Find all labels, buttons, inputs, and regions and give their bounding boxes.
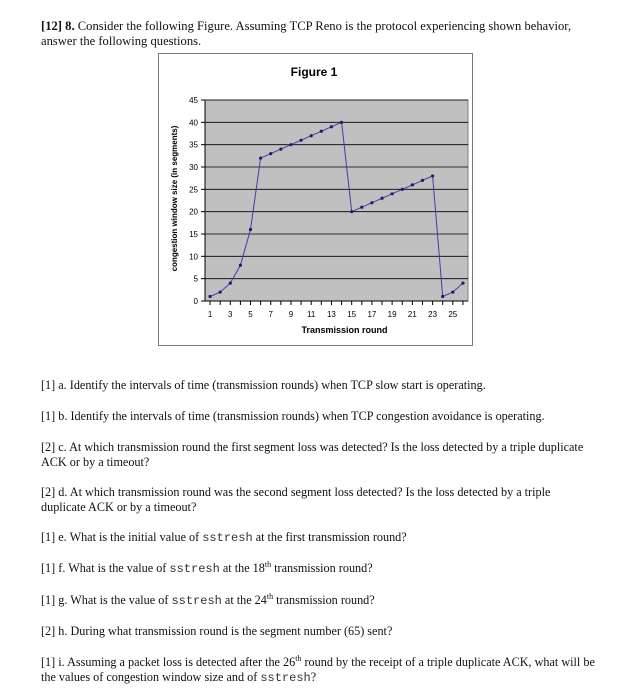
data-point-7 xyxy=(269,152,272,155)
data-point-22 xyxy=(421,179,424,182)
x-axis-label: Transmission round xyxy=(301,325,388,335)
x-tick-label-25: 25 xyxy=(448,310,458,319)
question-i xyxy=(41,655,596,686)
question-text: Consider the following Figure. Assuming TCP Reno is the protocol experiencing shown behavior, answer the following questions. xyxy=(41,19,572,48)
data-point-11 xyxy=(310,134,313,137)
x-tick-label-21: 21 xyxy=(407,310,417,319)
question-f-points: [1] xyxy=(41,561,56,575)
tcp-cwnd-chart xyxy=(159,54,472,345)
x-tick-label-13: 13 xyxy=(326,310,336,319)
question-g-letter: g. xyxy=(58,593,68,607)
x-tick-label-7: 7 xyxy=(268,310,273,319)
question-h-letter: h. xyxy=(58,624,68,638)
data-point-17 xyxy=(370,201,373,204)
question-h-text: During what transmission round is the segment number (65) sent? xyxy=(70,624,393,638)
data-point-21 xyxy=(411,183,414,186)
y-tick-label-40: 40 xyxy=(189,118,198,128)
question-b xyxy=(41,409,596,424)
data-point-18 xyxy=(380,197,383,200)
data-point-12 xyxy=(320,130,323,133)
data-point-25 xyxy=(451,290,454,293)
x-tick-label-23: 23 xyxy=(428,310,438,319)
data-point-2 xyxy=(219,290,222,293)
data-point-15 xyxy=(350,210,353,213)
data-point-9 xyxy=(289,143,292,146)
y-tick-label-15: 15 xyxy=(189,230,198,239)
chart-title: Figure 1 xyxy=(290,65,338,79)
question-g xyxy=(41,593,596,609)
x-tick-label-11: 11 xyxy=(307,310,316,319)
data-point-3 xyxy=(229,282,232,285)
question-e-points: [1] xyxy=(41,530,56,544)
data-point-5 xyxy=(249,228,252,231)
data-point-13 xyxy=(330,125,333,128)
y-tick-label-35: 35 xyxy=(189,140,198,150)
question-c-letter: c. xyxy=(58,440,67,454)
question-points: [12] xyxy=(41,19,62,33)
question-a-points: [1] xyxy=(41,378,56,392)
question-f-letter: f. xyxy=(58,561,66,575)
question-g-text-post-b: transmission round? xyxy=(276,593,375,607)
question-f-sup: th xyxy=(264,559,272,569)
data-point-23 xyxy=(431,174,434,177)
question-a-text: Identify the intervals of time (transmission rounds) when TCP slow start is operating. xyxy=(69,378,486,392)
question-i-code: sstresh xyxy=(260,671,311,685)
question-f-text-pre: What is the value of xyxy=(68,561,167,575)
data-point-26 xyxy=(461,282,464,285)
y-tick-label-30: 30 xyxy=(189,163,198,172)
y-tick-label-45: 45 xyxy=(189,96,198,105)
y-axis-label: congestion window size (in segments) xyxy=(170,125,179,272)
question-b-text: Identify the intervals of time (transmission rounds) when TCP congestion avoidance is operating. xyxy=(70,409,545,423)
question-c xyxy=(41,440,596,470)
data-point-1 xyxy=(208,295,211,298)
question-h-points: [2] xyxy=(41,624,56,638)
question-g-points: [1] xyxy=(41,593,56,607)
question-e-text-pre: What is the initial value of xyxy=(69,530,200,544)
question-h xyxy=(41,624,596,639)
question-c-text: At which transmission round the first segment loss was detected? Is the loss detected by a triple duplicate ACK or by a timeout? xyxy=(41,440,584,469)
question-a-letter: a. xyxy=(58,378,67,392)
y-tick-label-25: 25 xyxy=(189,185,198,195)
question-i-sup: th xyxy=(295,653,302,663)
question-i-letter: i. xyxy=(58,655,65,669)
data-point-16 xyxy=(360,206,363,209)
figure-1 xyxy=(158,53,473,346)
data-point-10 xyxy=(299,139,302,142)
question-i-text-pre-b: round by the receipt of a triple duplicate ACK, what will be the values of congestion window size and of xyxy=(41,655,595,684)
question-g-text-post-a: at the 24 xyxy=(224,593,267,607)
x-tick-label-1: 1 xyxy=(207,310,213,319)
question-e-text-post: at the first transmission round? xyxy=(255,530,407,544)
question-i-text-pre-a: Assuming a packet loss is detected after the 26 xyxy=(67,655,296,669)
y-tick-label-5: 5 xyxy=(193,274,198,284)
data-point-20 xyxy=(401,188,404,191)
question-f-code: sstresh xyxy=(169,562,220,576)
question-d xyxy=(41,485,596,515)
question-g-text-pre: What is the value of xyxy=(70,593,169,607)
plot-area xyxy=(205,100,468,301)
x-tick-label-9: 9 xyxy=(288,310,294,319)
data-point-6 xyxy=(259,156,262,159)
question-d-points: [2] xyxy=(41,485,56,499)
question-f xyxy=(41,561,596,577)
question-number: 8. xyxy=(65,19,75,33)
question-f-text-post-a: at the 18 xyxy=(222,561,265,575)
question-b-points: [1] xyxy=(41,409,56,423)
question-a xyxy=(41,378,596,393)
data-point-4 xyxy=(239,264,242,267)
question-intro xyxy=(41,19,601,49)
question-b-letter: b. xyxy=(58,409,68,423)
question-e xyxy=(41,530,596,546)
data-point-19 xyxy=(391,192,394,195)
x-tick-label-19: 19 xyxy=(387,310,397,319)
question-d-letter: d. xyxy=(58,485,68,499)
question-i-text-post: ? xyxy=(310,670,317,684)
y-tick-label-10: 10 xyxy=(189,252,198,262)
question-d-text: At which transmission round was the second segment loss detected? Is the loss detected by a triple duplicate ACK or by a timeout? xyxy=(41,485,551,514)
question-g-code: sstresh xyxy=(171,594,222,608)
question-i-points: [1] xyxy=(41,655,56,669)
x-tick-label-5: 5 xyxy=(248,310,253,319)
question-c-points: [2] xyxy=(41,440,56,454)
question-e-letter: e. xyxy=(58,530,67,544)
question-e-code: sstresh xyxy=(202,531,253,545)
x-tick-label-3: 3 xyxy=(228,310,233,319)
question-g-sup: th xyxy=(266,591,274,601)
x-tick-label-15: 15 xyxy=(347,310,357,319)
x-tick-label-17: 17 xyxy=(367,310,377,319)
data-point-24 xyxy=(441,295,444,298)
question-f-text-post-b: transmission round? xyxy=(274,561,373,575)
data-point-14 xyxy=(340,121,343,124)
y-tick-label-0: 0 xyxy=(193,297,198,306)
y-tick-label-20: 20 xyxy=(189,207,198,217)
data-point-8 xyxy=(279,148,282,151)
